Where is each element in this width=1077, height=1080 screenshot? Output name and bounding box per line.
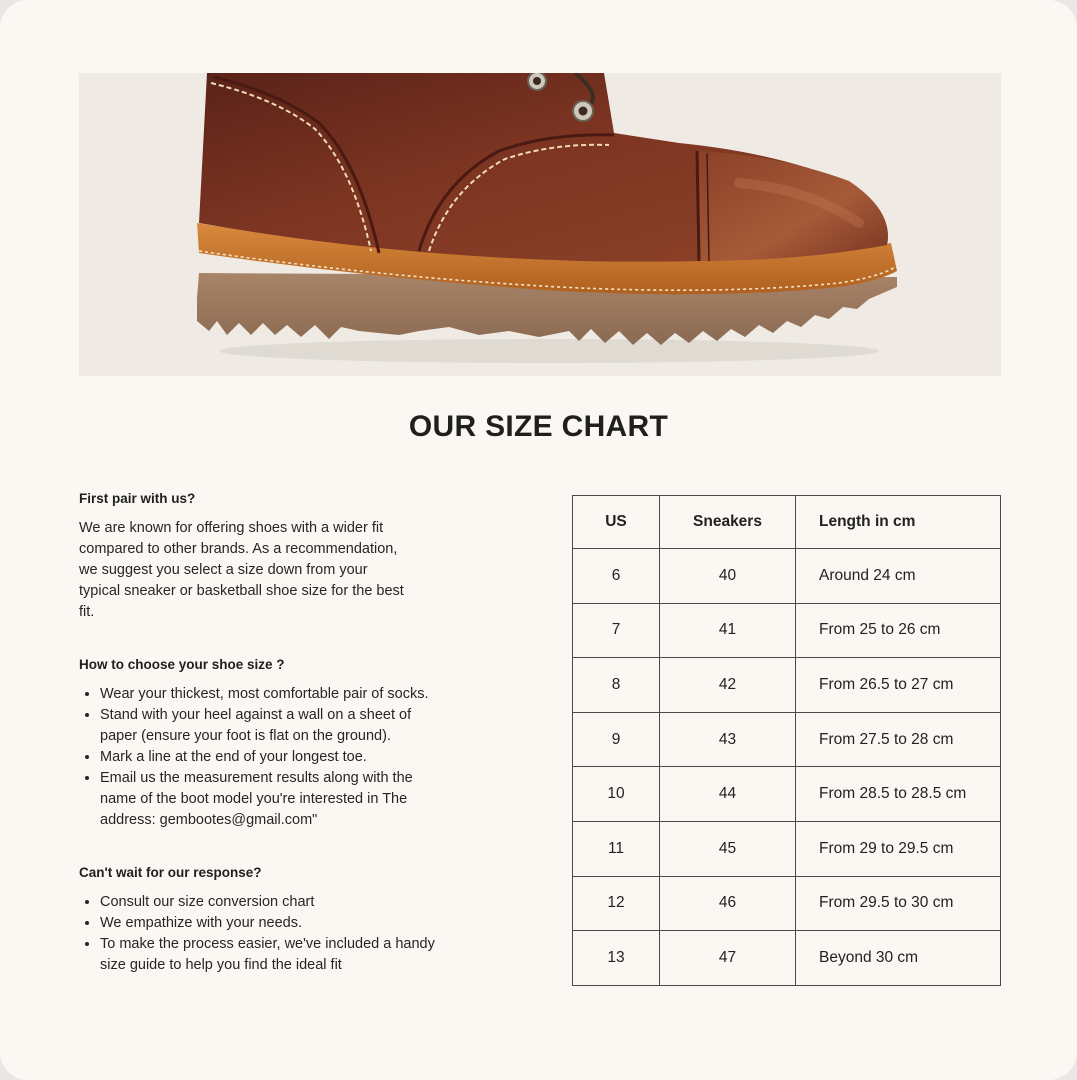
table-row [573,931,1001,986]
table-row [573,603,1001,658]
list-item: • To make the process easier, we've included a handy size guide to help you find the ideal fit [100,934,439,976]
table-row [573,549,1001,604]
table-row [573,712,1001,767]
cell-us: 8 [573,658,660,713]
guide-text [79,488,439,976]
how-to-heading: How to choose your shoe size ? [79,657,285,672]
list-item: • We empathize with your needs. [100,913,439,934]
boot-image [79,73,1001,376]
cell-sneakers: 45 [660,821,796,876]
cell-length: From 26.5 to 27 cm [796,658,1001,713]
cell-us: 6 [573,549,660,604]
cell-sneakers: 44 [660,767,796,822]
page-title: OUR SIZE CHART [408,410,669,443]
first-pair-section [79,488,439,623]
cell-us: 10 [573,767,660,822]
cell-length: Beyond 30 cm [796,931,1001,986]
cell-us: 12 [573,876,660,931]
header-length: Length in cm [796,496,1001,549]
first-pair-heading: First pair with us? [79,491,196,506]
cell-length: Around 24 cm [796,549,1001,604]
first-pair-text: We are known for offering shoes with a wider fit compared to other brands. As a recommendation, we suggest you select a size down from your typical sneaker or basketball shoe size for the best fit. [79,520,404,620]
size-table [572,495,1001,986]
list-item: • Stand with your heel against a wall on a sheet of paper (ensure your foot is flat on the ground). [100,705,439,747]
cell-length: From 29 to 29.5 cm [796,821,1001,876]
cell-sneakers: 46 [660,876,796,931]
cant-wait-section [79,862,439,976]
cell-us: 9 [573,712,660,767]
table-row [573,658,1001,713]
list-item: • Email us the measurement results along with the name of the boot model you're interested in The address: gembootes@gmail.com" [100,768,439,831]
cell-sneakers: 42 [660,658,796,713]
cell-length: From 28.5 to 28.5 cm [796,767,1001,822]
list-item: • Consult our size conversion chart [100,892,439,913]
cant-wait-heading: Can't wait for our response? [79,865,262,880]
cell-sneakers: 41 [660,603,796,658]
table-row [573,767,1001,822]
header-sneakers: Sneakers [660,496,796,549]
cell-length: From 27.5 to 28 cm [796,712,1001,767]
how-to-list [79,684,439,831]
cell-us: 7 [573,603,660,658]
header-us: US [573,496,660,549]
cant-wait-list [79,892,439,976]
cell-length: From 29.5 to 30 cm [796,876,1001,931]
how-to-section [79,654,439,831]
cell-us: 13 [573,931,660,986]
cell-sneakers: 43 [660,712,796,767]
cell-sneakers: 40 [660,549,796,604]
cell-us: 11 [573,821,660,876]
cell-sneakers: 47 [660,931,796,986]
cell-length: From 25 to 26 cm [796,603,1001,658]
list-item: • Wear your thickest, most comfortable pair of socks. [100,684,439,705]
table-row [573,876,1001,931]
table-header-row [573,496,1001,549]
table-row [573,821,1001,876]
list-item: • Mark a line at the end of your longest toe. [100,747,439,768]
